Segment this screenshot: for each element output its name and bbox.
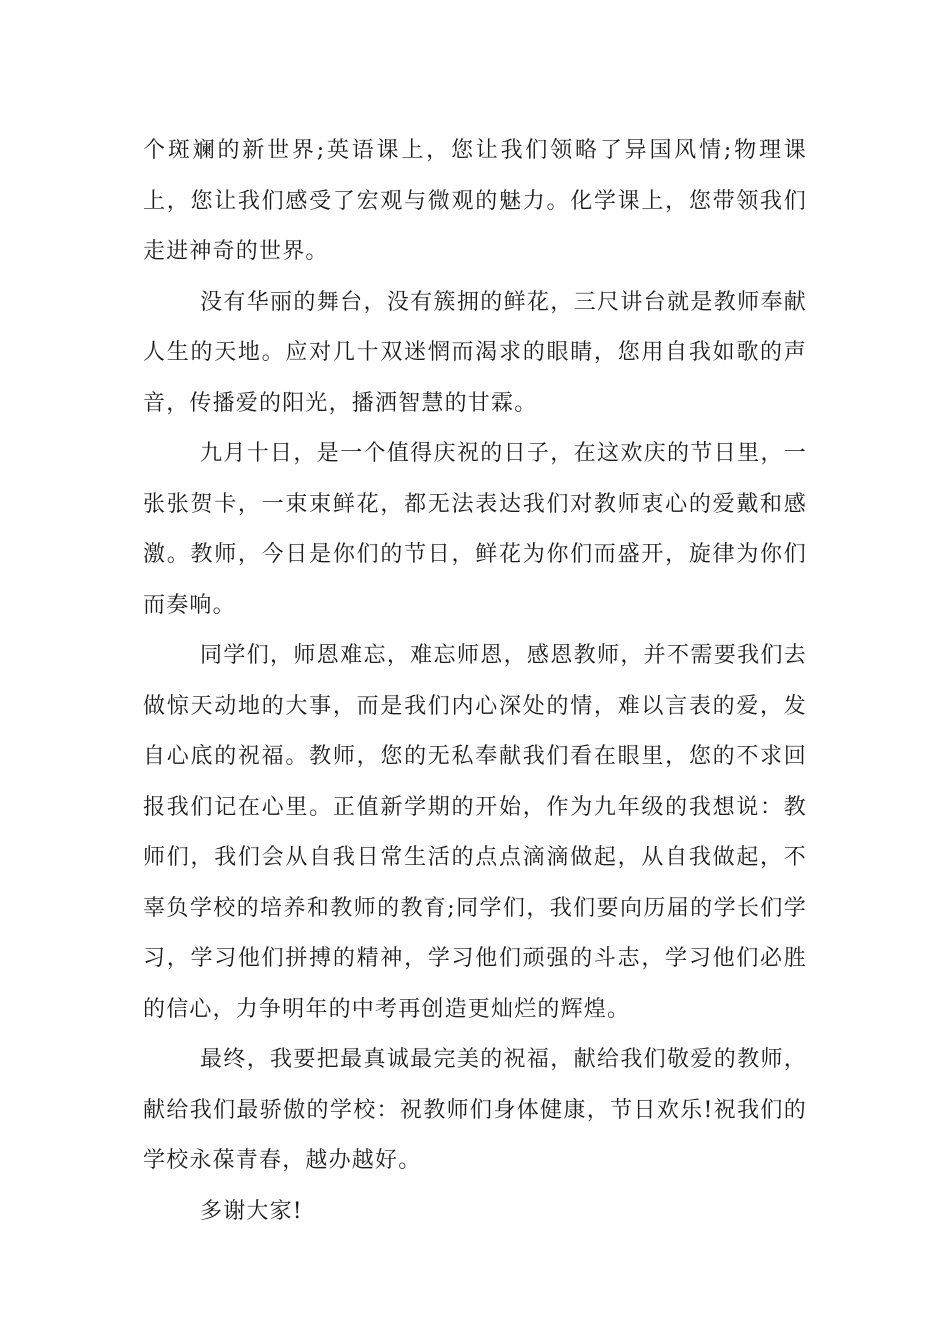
paragraph-4: 同学们，师恩难忘，难忘师恩，感恩教师，并不需要我们去做惊天动地的大事，而是我们内心深处的情，难以言表的爱，发自心底的祝福。教师，您的无私奉献我们看在眼里，您的不求回报我们记在心里。正值新学期的开始，作为九年级的我想说：教师们，我们会从自我日常生活的点点滴滴做起，从自我做起，不辜负学校的培养和教师的教育;同学们，我们要向历届的学长们学习，学习他们拼搏的精神，学习他们顽强的斗志，学习他们必胜的信心，力争明年的中考再创造更灿烂的辉煌。 <box>143 643 807 1022</box>
paragraph-2: 没有华丽的舞台，没有簇拥的鲜花，三尺讲台就是教师奉献人生的天地。应对几十双迷惘而渴求的眼睛，您用自我如歌的声音，传播爱的阳光，播洒智慧的甘霖。 <box>143 289 807 416</box>
paragraph-1: 个斑斓的新世界;英语课上，您让我们领略了异国风情;物理课上，您让我们感受了宏观与微观的魅力。化学课上，您带领我们走进神奇的世界。 <box>143 138 807 264</box>
paragraph-3: 九月十日，是一个值得庆祝的日子，在这欢庆的节日里，一张张贺卡，一束束鲜花，都无法表达我们对教师衷心的爱戴和感激。教师，今日是你们的节日，鲜花为你们而盛开，旋律为你们而奏响。 <box>143 441 807 618</box>
document-body <box>143 126 807 1237</box>
paragraph-5: 最终，我要把最真诚最完美的祝福，献给我们敬爱的教师，献给我们最骄傲的学校：祝教师们身体健康，节日欢乐!祝我们的学校永葆青春，越办越好。 <box>143 1047 807 1173</box>
paragraph-6: 多谢大家! <box>200 1198 303 1224</box>
